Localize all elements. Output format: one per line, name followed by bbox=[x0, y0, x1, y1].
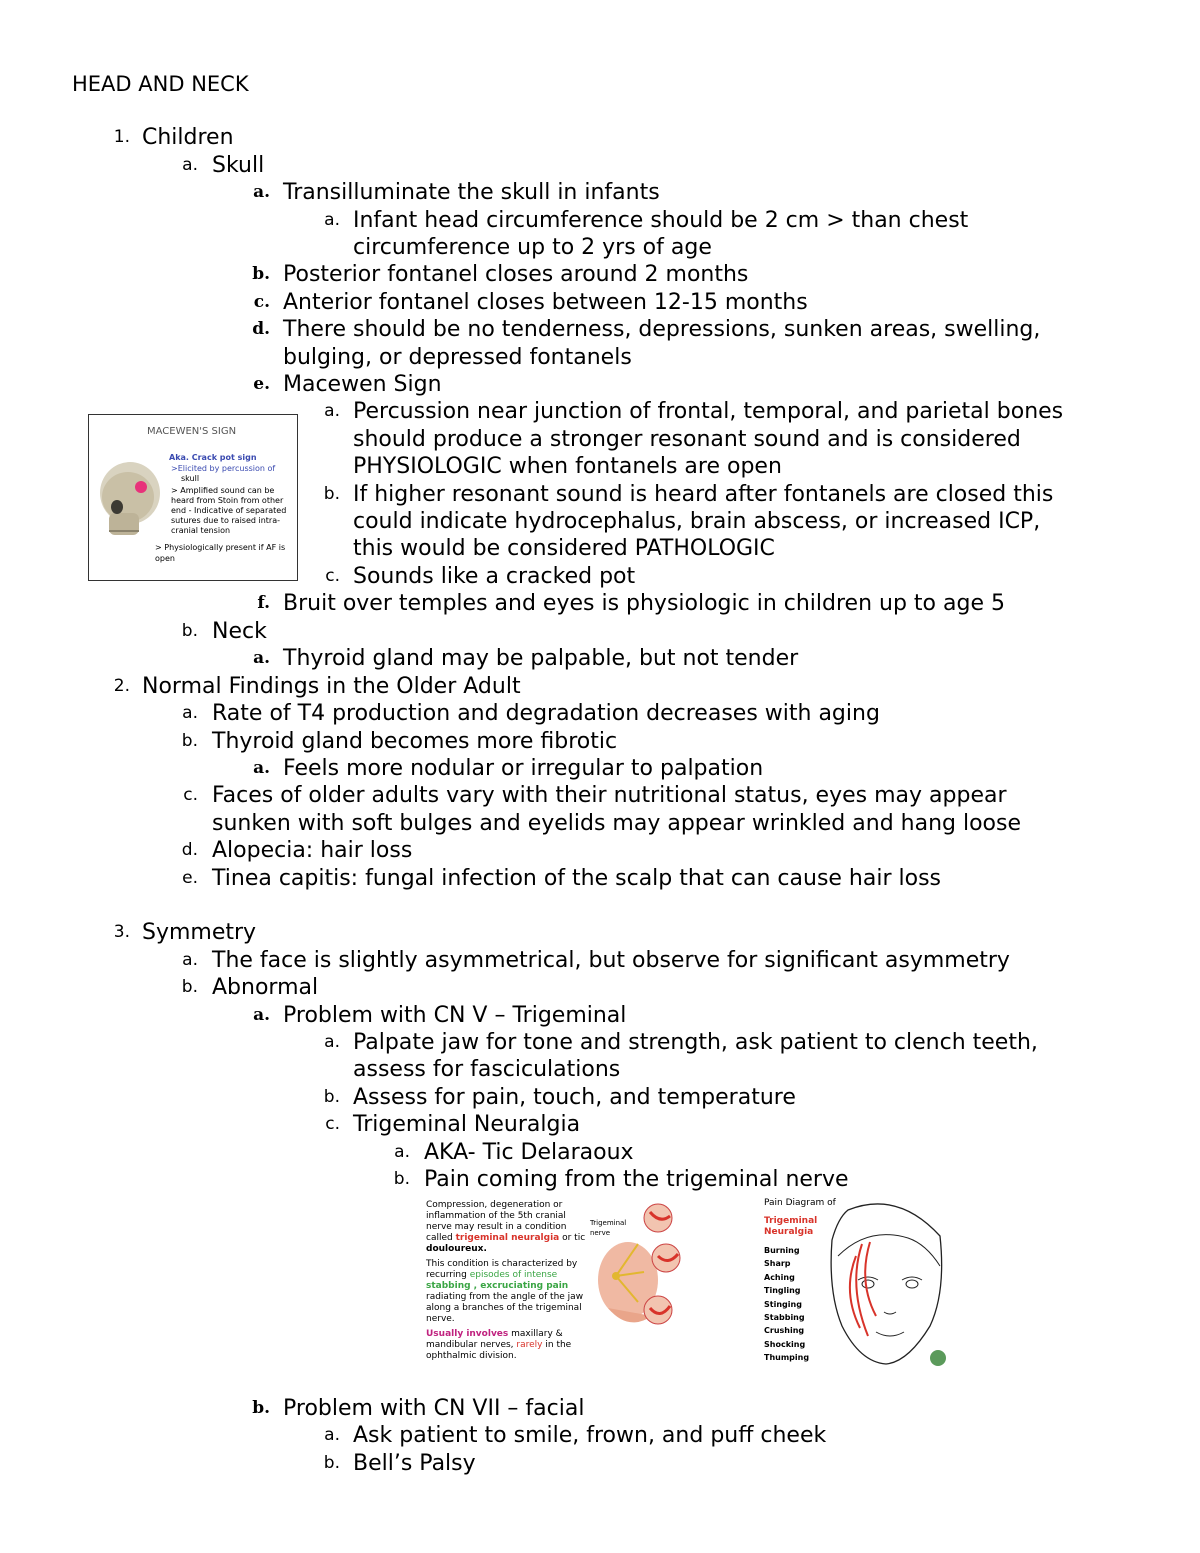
figure-line: Neuralgia bbox=[764, 1227, 814, 1237]
list-item-text: could indicate hydrocephalus, brain abscess, or increased ICP, bbox=[353, 509, 1041, 534]
list-item-text: Trigeminal Neuralgia bbox=[353, 1112, 581, 1137]
figure-line: open bbox=[155, 554, 175, 563]
list-item-text: Tinea capitis: fungal infection of the scalp that can cause hair loss bbox=[212, 866, 942, 891]
list-item-text: Ask patient to smile, frown, and puff cheek bbox=[353, 1423, 827, 1448]
pain-word: Aching bbox=[764, 1272, 795, 1282]
list-item-text: The face is slightly asymmetrical, but observe for significant asymmetry bbox=[212, 948, 1010, 973]
list-marker: d. bbox=[181, 840, 198, 860]
figure-line: nerve. bbox=[426, 1314, 455, 1324]
pain-word: Burning bbox=[764, 1246, 800, 1255]
pain-word: Stabbing bbox=[764, 1313, 805, 1322]
list-marker: f. bbox=[257, 593, 270, 613]
list-item-text: Bell’s Palsy bbox=[353, 1451, 476, 1476]
list-marker: 3. bbox=[113, 922, 130, 942]
list-item-text: AKA- Tic Delaraoux bbox=[424, 1140, 634, 1165]
list-item-text: Infant head circumference should be 2 cm > than chest bbox=[353, 208, 969, 233]
figure-line: ophthalmic division. bbox=[426, 1351, 517, 1361]
list-item-text: Rate of T4 production and degradation decreases with aging bbox=[212, 701, 880, 726]
figure-line: > Amplified sound can be bbox=[171, 486, 275, 495]
list-marker: c. bbox=[325, 566, 340, 586]
list-marker: b. bbox=[323, 484, 340, 504]
skull-image bbox=[95, 457, 165, 542]
list-marker: a. bbox=[324, 401, 340, 421]
list-item-text: Neck bbox=[212, 619, 267, 644]
list-item-text: Normal Findings in the Older Adult bbox=[142, 674, 521, 699]
list-item-text: Transilluminate the skull in infants bbox=[283, 180, 660, 205]
list-marker: e. bbox=[182, 868, 198, 888]
list-marker: a. bbox=[182, 950, 198, 970]
figure-line: nerve may result in a condition bbox=[426, 1222, 567, 1232]
list-item-text: Thyroid gland may be palpable, but not tender bbox=[283, 646, 799, 671]
pain-word: Shocking bbox=[764, 1339, 806, 1349]
figure-line: heard from Stoin from other bbox=[171, 496, 284, 505]
list-item-text: Anterior fontanel closes between 12-15 months bbox=[283, 290, 808, 315]
list-marker: a. bbox=[324, 1032, 340, 1052]
list-marker: a. bbox=[182, 155, 198, 175]
list-marker: a. bbox=[324, 210, 340, 230]
list-marker: d. bbox=[252, 319, 270, 339]
list-item-text: Skull bbox=[212, 153, 265, 178]
list-item-text: There should be no tenderness, depressions, sunken areas, swelling, bbox=[283, 317, 1041, 342]
list-item-text: Assess for pain, touch, and temperature bbox=[353, 1085, 796, 1110]
list-item-text: sunken with soft bulges and eyelids may appear wrinkled and hang loose bbox=[212, 811, 1022, 836]
nerve-label: Trigeminal nerve bbox=[590, 1219, 627, 1237]
pain-diagram-figure bbox=[762, 1196, 950, 1370]
figure-line: This condition is characterized by bbox=[426, 1259, 578, 1269]
figure-line: recurring episodes of intense bbox=[426, 1270, 558, 1280]
pain-word: Crushing bbox=[764, 1326, 805, 1336]
list-item-text: Children bbox=[142, 125, 234, 150]
list-marker: c. bbox=[183, 785, 198, 805]
list-marker: b. bbox=[323, 1453, 340, 1473]
trigeminal-neuralgia-figure bbox=[424, 1196, 686, 1368]
list-marker: b. bbox=[323, 1087, 340, 1107]
figure-line: mandibular nerves, rarely in the bbox=[426, 1340, 572, 1350]
list-marker: b. bbox=[181, 977, 198, 997]
list-marker: a. bbox=[253, 1005, 270, 1025]
list-item-text: Percussion near junction of frontal, temporal, and parietal bones bbox=[353, 399, 1064, 424]
figure-line: douloureux. bbox=[426, 1244, 487, 1254]
list-item-text: assess for fasciculations bbox=[353, 1057, 621, 1082]
face-drawing bbox=[808, 1196, 948, 1368]
list-item-text: Problem with CN VII – facial bbox=[283, 1396, 585, 1421]
figure-line: stabbing , excruciating pain bbox=[426, 1281, 569, 1291]
list-item-text: Abnormal bbox=[212, 975, 319, 1000]
list-item-text: bulging, or depressed fontanels bbox=[283, 345, 632, 370]
list-item-text: Faces of older adults vary with their nutritional status, eyes may appear bbox=[212, 783, 1007, 808]
list-marker: a. bbox=[253, 648, 270, 668]
figure-line: Trigeminal bbox=[764, 1216, 818, 1226]
figure-line: Pain Diagram of bbox=[764, 1198, 836, 1208]
page-title: HEAD AND NECK bbox=[72, 72, 249, 96]
figure-line: sutures due to raised intra- bbox=[171, 516, 281, 525]
list-marker: a. bbox=[394, 1142, 410, 1162]
pain-word: Thumping bbox=[764, 1353, 810, 1363]
list-marker: b. bbox=[181, 621, 198, 641]
list-marker: 2. bbox=[113, 676, 130, 696]
list-marker: b. bbox=[252, 1398, 270, 1418]
list-marker: c. bbox=[325, 1114, 340, 1134]
figure-line: >Elicited by percussion of bbox=[171, 464, 276, 473]
figure-line: Compression, degeneration or bbox=[426, 1200, 563, 1210]
list-marker: b. bbox=[252, 264, 270, 284]
figure-line: radiating from the angle of the jaw bbox=[426, 1292, 584, 1302]
figure-line: Aka. Crack pot sign bbox=[169, 453, 257, 462]
list-item-text: Palpate jaw for tone and strength, ask patient to clench teeth, bbox=[353, 1030, 1038, 1055]
figure-line: inflammation of the 5th cranial bbox=[426, 1211, 566, 1221]
list-item-text: should produce a stronger resonant sound and is considered bbox=[353, 427, 1021, 452]
list-marker: a. bbox=[324, 1425, 340, 1445]
list-marker: c. bbox=[253, 292, 270, 312]
list-item-text: Symmetry bbox=[142, 920, 257, 945]
figure-line: end - Indicative of separated bbox=[171, 506, 287, 515]
list-marker: 1. bbox=[113, 127, 130, 147]
list-item-text: circumference up to 2 yrs of age bbox=[353, 235, 712, 260]
list-item-text: Problem with CN V – Trigeminal bbox=[283, 1003, 627, 1028]
list-marker: b. bbox=[393, 1169, 410, 1189]
list-item-text: Alopecia: hair loss bbox=[212, 838, 413, 863]
macewen-sign-figure bbox=[88, 414, 298, 581]
list-item-text: Thyroid gland becomes more fibrotic bbox=[212, 729, 618, 754]
list-marker: b. bbox=[181, 731, 198, 751]
list-marker: a. bbox=[253, 758, 270, 778]
list-item-text: Feels more nodular or irregular to palpation bbox=[283, 756, 764, 781]
list-item-text: this would be considered PATHOLOGIC bbox=[353, 536, 775, 561]
figure-line: skull bbox=[181, 474, 200, 483]
list-marker: a. bbox=[182, 703, 198, 723]
figure-line: called trigeminal neuralgia or tic bbox=[426, 1233, 586, 1243]
figure-heading: MACEWEN'S SIGN bbox=[147, 426, 237, 437]
pain-word: Tingling bbox=[764, 1286, 801, 1296]
list-item-text: PHYSIOLOGIC when fontanels are open bbox=[353, 454, 782, 479]
pain-word: Stinging bbox=[764, 1299, 802, 1309]
figure-line: cranial tension bbox=[171, 526, 231, 535]
list-item-text: Pain coming from the trigeminal nerve bbox=[424, 1167, 849, 1192]
list-marker: e. bbox=[253, 374, 270, 394]
pain-word: Sharp bbox=[764, 1259, 791, 1269]
figure-line: Usually involves maxillary & bbox=[426, 1329, 563, 1339]
list-marker: a. bbox=[253, 182, 270, 202]
list-item-text: Bruit over temples and eyes is physiologic in children up to age 5 bbox=[283, 591, 1005, 616]
list-item-text: Posterior fontanel closes around 2 months bbox=[283, 262, 749, 287]
list-item-text: If higher resonant sound is heard after fontanels are closed this bbox=[353, 482, 1054, 507]
list-item-text: Macewen Sign bbox=[283, 372, 442, 397]
list-item-text: Sounds like a cracked pot bbox=[353, 564, 636, 589]
figure-line: > Physiologically present if AF is bbox=[155, 543, 286, 552]
figure-line: along a branches of the trigeminal bbox=[426, 1303, 582, 1313]
